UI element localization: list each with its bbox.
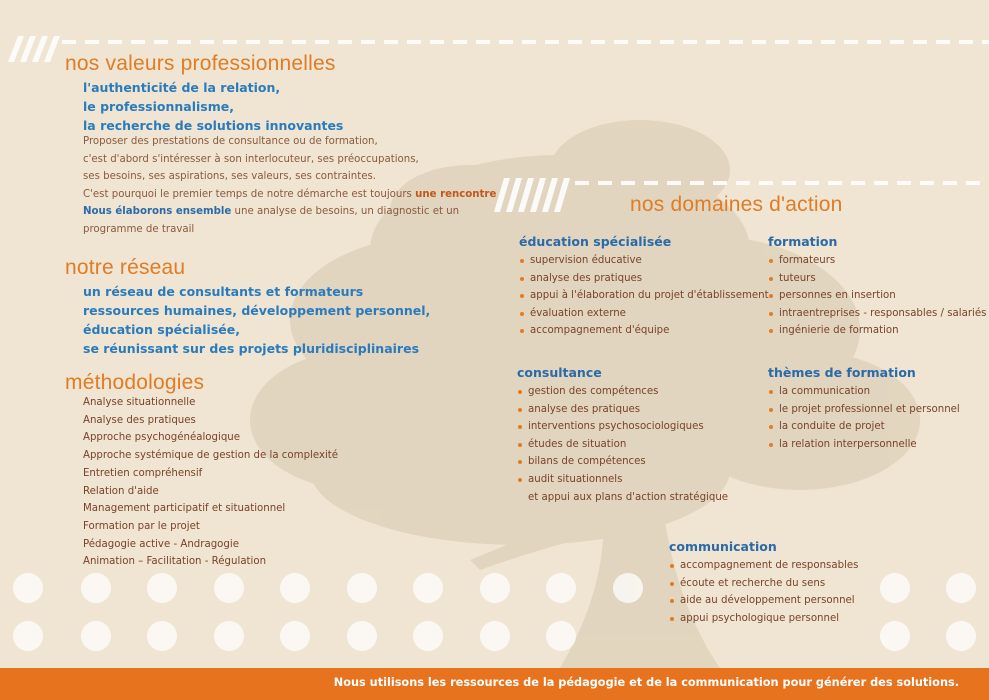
domain-item: études de situation	[517, 436, 728, 454]
paragraph-line: programme de travail	[83, 223, 195, 235]
domain-heading: consultance	[517, 365, 602, 380]
paragraph-text: une analyse de besoins, un diagnostic et un	[231, 206, 460, 218]
domain-item: intraentreprises - responsables / salariés	[768, 305, 986, 323]
domain-item: appui psychologique personnel	[669, 610, 858, 628]
domain-item: tuteurs	[768, 270, 986, 288]
domain-item: analyse des pratiques	[519, 270, 769, 288]
reseau-line: un réseau de consultants et formateurs	[83, 284, 364, 299]
domain-item: accompagnement d'équipe	[519, 322, 769, 340]
methodology-item: Analyse des pratiques	[83, 414, 196, 426]
methodology-item: Formation par le projet	[83, 520, 200, 532]
domain-education	[519, 234, 769, 340]
domain-heading: éducation spécialisée	[519, 234, 672, 249]
methodology-item: Management participatif et situationnel	[83, 503, 286, 515]
domain-list	[517, 383, 728, 506]
valeurs-highlight: l'authenticité de la relation,	[83, 80, 281, 95]
domain-heading: communication	[669, 539, 777, 554]
reseau-title: notre réseau	[65, 256, 186, 279]
methodology-item: Animation – Facilitation - Régulation	[83, 556, 267, 568]
valeurs-highlight: la recherche de solutions innovantes	[83, 118, 344, 133]
domain-item: accompagnement de responsables	[669, 557, 858, 575]
domain-formation	[768, 234, 986, 340]
reseau-lines	[83, 282, 430, 358]
domain-item: gestion des compétences	[517, 383, 728, 401]
footer-band	[0, 668, 989, 700]
domain-item: formateurs	[768, 252, 986, 270]
methodology-item: Approche systémique de gestion de la complexité	[83, 450, 339, 462]
paragraph-line: ses besoins, ses aspirations, ses valeurs, ses contraintes.	[83, 171, 377, 183]
domain-item-line: et appui aux plans d'action stratégique	[528, 491, 729, 503]
methodology-item: Entretien compréhensif	[83, 467, 203, 479]
domain-item: écoute et recherche du sens	[669, 575, 858, 593]
valeurs-highlights	[83, 78, 343, 135]
domain-list	[519, 252, 769, 340]
domain-item: personnes en insertion	[768, 287, 986, 305]
methodologies-title: méthodologies	[65, 371, 205, 394]
domain-list	[768, 252, 986, 340]
valeurs-title: nos valeurs professionnelles	[65, 52, 336, 75]
methodology-item: Pédagogie active - Andragogie	[83, 538, 239, 550]
domain-item: aide au développement personnel	[669, 592, 858, 610]
domain-item: ingénierie de formation	[768, 322, 986, 340]
domain-item: analyse des pratiques	[517, 401, 728, 419]
reseau-line: ressources humaines, développement personnel,	[83, 303, 431, 318]
domain-item: supervision éducative	[519, 252, 769, 270]
paragraph-line: Proposer des prestations de consultance ou de formation,	[83, 136, 378, 147]
valeurs-highlight: le professionnalisme,	[83, 99, 234, 114]
reseau-line: se réunissant sur des projets pluridisciplinaires	[83, 341, 420, 356]
domain-item: la conduite de projet	[768, 418, 960, 436]
paragraph-emphasis-rencontre: une rencontre	[415, 188, 497, 200]
domain-list	[669, 557, 858, 627]
paragraph-line: c'est d'abord s'intéresser à son interlocuteur, ses préoccupations,	[83, 153, 419, 165]
methodologies-list	[83, 394, 338, 571]
domain-item	[517, 471, 728, 506]
valeurs-paragraph	[83, 133, 503, 239]
domain-heading: formation	[768, 234, 838, 249]
paragraph-line	[83, 203, 503, 221]
methodology-item: Relation d'aide	[83, 485, 159, 497]
reseau-line: éducation spécialisée,	[83, 322, 240, 337]
domain-item: le projet professionnel et personnel	[768, 401, 960, 419]
methodology-item: Analyse situationnelle	[83, 397, 196, 408]
domain-consultance	[517, 365, 728, 506]
footer-slogan: Nous utilisons les ressources de la pédagogie et de la communication pour générer des solutions.	[333, 676, 959, 689]
domain-heading: thèmes de formation	[768, 365, 916, 380]
domain-communication	[669, 539, 858, 627]
domain-themes	[768, 365, 960, 453]
domain-item: interventions psychosociologiques	[517, 418, 728, 436]
domain-item: évaluation externe	[519, 305, 769, 323]
methodology-item: Approche psychogénéalogique	[83, 432, 241, 444]
domain-list	[768, 383, 960, 453]
paragraph-line	[83, 186, 503, 204]
domaines-title: nos domaines d'action	[630, 193, 843, 216]
domain-item: appui à l'élaboration du projet d'établissement	[519, 287, 769, 305]
top-stripes	[8, 36, 60, 62]
paragraph-text: C'est pourquoi le premier temps de notre démarche est toujours	[83, 188, 416, 200]
paragraph-emphasis-elaborons: Nous élaborons ensemble	[83, 206, 232, 218]
domain-item: la communication	[768, 383, 960, 401]
domain-item: bilans de compétences	[517, 453, 728, 471]
domain-item-line: audit situationnels	[528, 473, 623, 485]
domain-item: la relation interpersonnelle	[768, 436, 960, 454]
